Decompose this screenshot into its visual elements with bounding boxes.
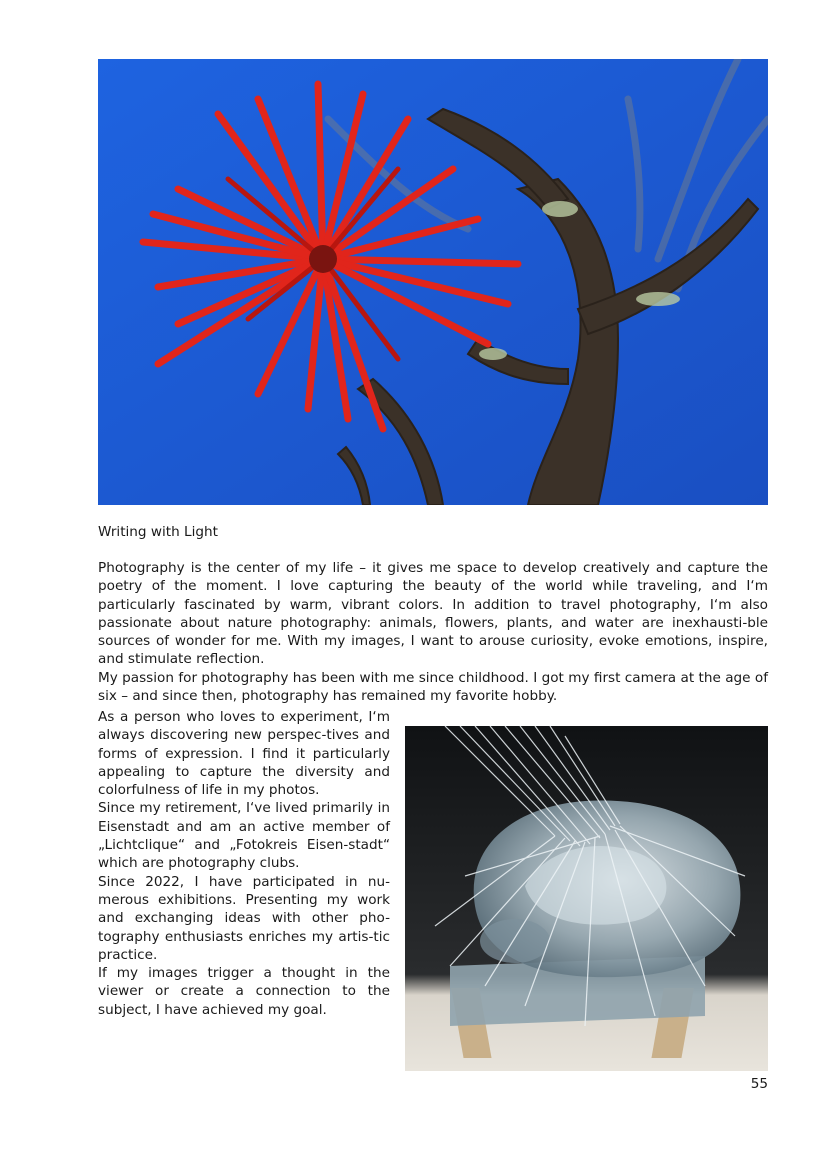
flower-photo: [98, 59, 768, 505]
intro-text: [98, 559, 768, 705]
page-number: 55: [750, 1076, 768, 1092]
paragraph: Since 2022, I have participated in nu-merous exhibitions. Presenting my work and exchanging ideas with other pho-tography enthusiasts enriches my artis-tic practice.: [98, 873, 390, 963]
column-text: [98, 708, 390, 1019]
paragraph: Since my retirement, I‘ve lived primarily in Eisenstadt and am an active member of „Lichtclique“ and „Fotokreis Eisen-stadt“ which are photography clubs.: [98, 800, 390, 872]
paragraph: If my images trigger a thought in the viewer or create a connection to the subject, I have achieved my goal.: [98, 965, 390, 1018]
paragraph: My passion for photography has been with me since childhood. I got my first camera at the age of six – and since then, photography has remained my favorite hobby.: [98, 669, 768, 705]
paragraph: Photography is the center of my life – it gives me space to develop creatively and capture the poetry of the moment. I love capturing the beauty of the world while traveling, and I‘m particularly fascinated by warm, vibrant colors. In addition to travel photography, I‘m also passionate about nature photography: animals, flowers, plants, and water are inexhausti-ble sources of wonder for me. With my images, I want to arouse curiosity, evoke emotions, inspire, and stimulate reflection.: [98, 560, 768, 668]
paragraph: As a person who loves to experiment, I‘m always discovering new perspec-tives and forms of expression. I find it particularly appealing to capture the diversity and colorfulness of life in my photos.: [98, 709, 390, 799]
glass-sculpture-photo: [405, 726, 768, 1071]
article-heading: Writing with Light: [98, 524, 218, 540]
